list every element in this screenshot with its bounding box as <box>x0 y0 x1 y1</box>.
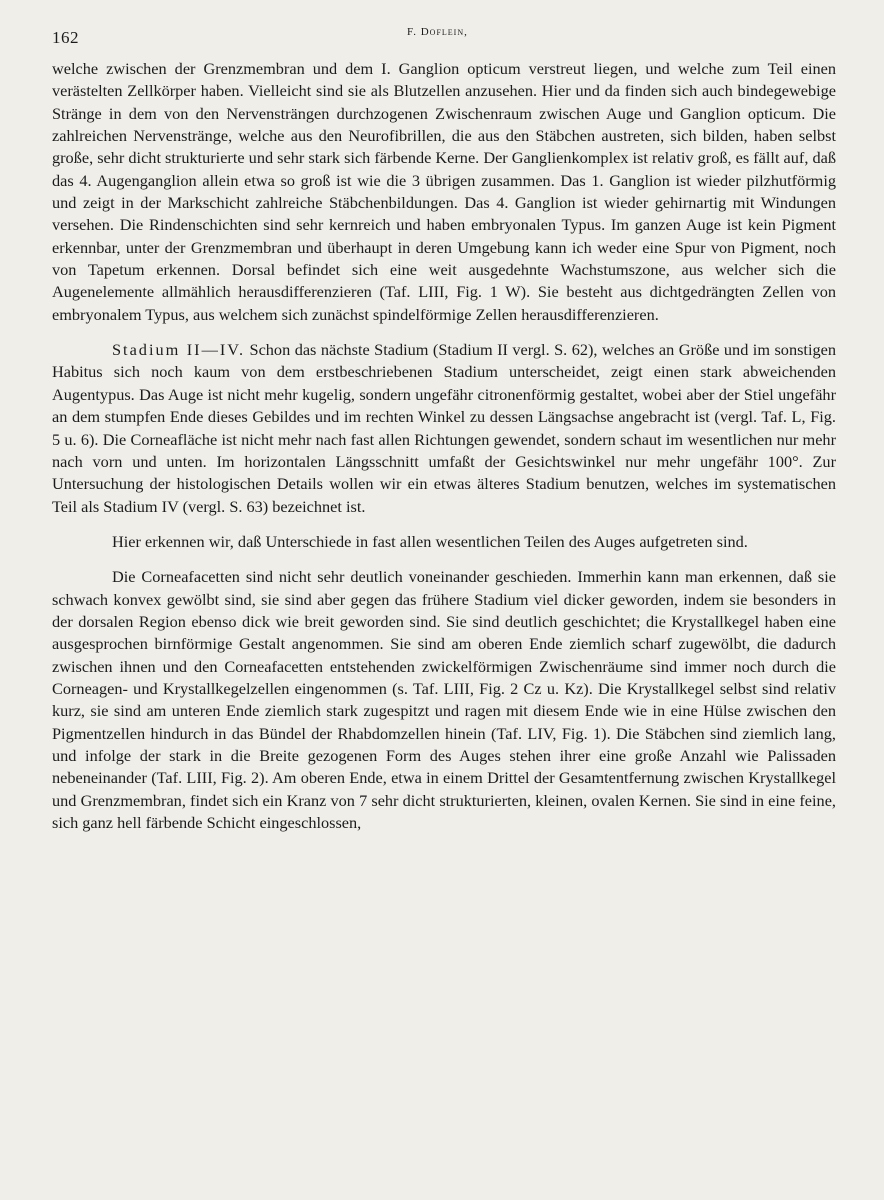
paragraph-2-text: Schon das nächste Stadium (Stadium II vergl. S. 62), welches an Größe und im sonstigen Habitus sich noch kaum von dem erstbeschriebenen Stadium unterscheidet, zeigt einen stark abweichenden Augentypus. Das Auge ist nicht mehr kugelig, sondern ungefähr citronenförmig gestaltet, wobei aber der Stiel ungefähr an dem stumpfen Ende dieses Gebildes und im rechten Winkel zu dessen Längsachse angebracht ist (vergl. Taf. L, Fig. 5 u. 6). Die Corneafläche ist nicht mehr nach fast allen Richtungen gewendet, sondern schaut im wesentlichen nur mehr nach vorn und unten. Im horizontalen Längsschnitt umfaßt der Gesichtswinkel nur mehr ungefähr 100°. Zur Untersuchung der histologischen Details wollen wir ein etwas älteres Stadium benutzen, welches im systematischen Teil als Stadium IV (vergl. S. 63) bezeichnet ist. <box>52 340 836 516</box>
page-header <box>52 24 842 48</box>
paragraph-1-text: welche zwischen der Grenzmembran und dem I. Ganglion opticum verstreut liegen, und welche zum Teil einen verästelten Zellkörper haben. Vielleicht sind sie als Blutzellen anzusehen. Hier und da finden sich auch bindegewebige Stränge in dem von den Nervensträngen durchzogenen Zwischenraum zwischen Auge und Ganglion opticum. Die zahlreichen Nervenstränge, welche aus den Neurofibrillen, die aus den Stäbchen austreten, sich bilden, haben selbst große, sehr dicht strukturierte und sehr stark sich färbende Kerne. Der Ganglienkomplex ist relativ groß, es fällt auf, daß das 4. Augenganglion allein etwa so groß ist wie die 3 übrigen zusammen. Das 1. Ganglion ist wieder pilzhutförmig und zeigt in der Markschicht zahlreiche Stäbchenbildungen. Das 4. Ganglion ist wieder gehirnartig mit Windungen versehen. Die Rindenschichten sind sehr kernreich und haben embryonalen Typus. Im ganzen Auge ist kein Pigment erkennbar, unter der Grenzmembran und überhaupt in deren Umgebung kann ich weder eine Spur von Pigment, noch von Tapetum erkennen. Dorsal befindet sich eine weit ausgedehnte Wachstumszone, aus welcher sich die Augenelemente allmählich herausdifferenzieren (Taf. LIII, Fig. 1 W). Sie besteht aus dichtgedrängten Zellen von embryonalem Typus, aus welchem sich zunächst spindelförmige Zellen herausdifferenzieren. <box>52 59 836 324</box>
paragraph-3 <box>52 531 836 553</box>
page-number: 162 <box>52 28 79 47</box>
running-head: F. Doflein, <box>407 26 468 38</box>
paragraph-4 <box>52 566 836 834</box>
paragraph-1 <box>52 58 836 326</box>
body-text <box>52 58 836 834</box>
paragraph-4-text: Die Corneafacetten sind nicht sehr deutlich voneinander geschieden. Immerhin kann man erkennen, daß sie schwach konvex gewölbt sind, sie sind aber gegen das frühere Stadium viel dicker geworden, indem sie besonders in der dorsalen Region ebenso dick wie breit geworden sind. Sie sind deutlich geschichtet; die Krystallkegel haben eine ausgesprochen birnförmige Gestalt angenommen. Sie sind am oberen Ende ziemlich scharf zugewölbt, die dadurch zwischen ihnen und den Corneafacetten entstehenden zwickelförmigen Zwischenräume sind immer noch durch die Corneagen- und Krystallkegelzellen eingenommen (s. Taf. LIII, Fig. 2 Cz u. Kz). Die Krystallkegel selbst sind relativ kurz, sie sind am unteren Ende ziemlich stark zugespitzt und ragen mit diesem Ende wie in eine Hülse zwischen den Pigmentzellen hindurch in das Bündel der Rhabdomzellen hinein (Taf. LIV, Fig. 1). Die Stäbchen sind ziemlich lang, und infolge der stark in die Breite gezogenen Form des Auges stehen ihrer eine große Anzahl wie Palissaden nebeneinander (Taf. LIII, Fig. 2). Am oberen Ende, etwa in einem Drittel der Gesamtentfernung zwischen Krystallkegel und Grenzmembran, findet sich ein Kranz von 7 sehr dicht strukturierten, kleinen, ovalen Kernen. Sie sind in eine feine, sich ganz hell färbende Schicht eingeschlossen, <box>52 567 836 832</box>
paragraph-3-text: Hier erkennen wir, daß Unterschiede in fast allen wesentlichen Teilen des Auges aufgetreten sind. <box>112 531 748 551</box>
paragraph-2 <box>52 339 836 518</box>
section-lead: Stadium II—IV. <box>112 340 246 360</box>
